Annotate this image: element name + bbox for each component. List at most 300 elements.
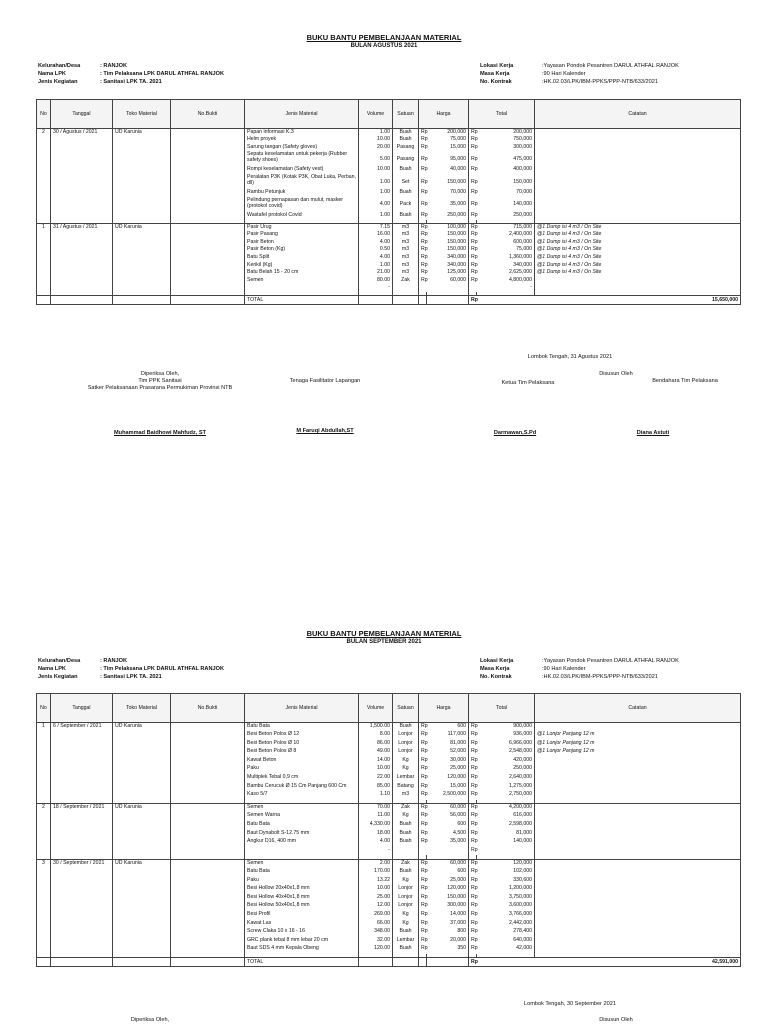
total-currency: Rp <box>469 740 477 749</box>
total-currency: Rp <box>469 262 477 270</box>
material-total: 2,442,000 <box>477 920 535 929</box>
total-blank <box>419 958 427 967</box>
entry-date <box>51 740 113 749</box>
material-volume: 22.00 <box>359 774 393 783</box>
material-unit: Buah <box>393 945 419 954</box>
material-total: - <box>477 284 535 292</box>
material-volume: 80.00 <box>359 277 393 285</box>
material-total: 140,000 <box>477 838 535 847</box>
material-note <box>535 847 741 856</box>
material-volume: 1.00 <box>359 129 393 137</box>
total-currency: Rp <box>469 830 477 839</box>
material-note <box>535 791 741 800</box>
total-currency: Rp <box>469 945 477 954</box>
entry-store <box>113 144 171 152</box>
price-currency: Rp <box>419 731 427 740</box>
entry-receipt <box>171 239 245 247</box>
grand-total: 42,591,000 <box>477 958 741 967</box>
table-row <box>37 812 741 821</box>
total-blank <box>359 958 393 967</box>
table-row <box>37 928 741 937</box>
material-unit: Lonjor <box>393 748 419 757</box>
material-note <box>535 902 741 911</box>
material-name: Batu Bata <box>245 821 359 830</box>
price-currency: Rp <box>419 885 427 894</box>
material-note: @1 Dump isi 4 m3 / On Site <box>535 224 741 232</box>
material-unit: Set <box>393 174 419 189</box>
col-header-jenis: Jenis Material <box>245 694 359 723</box>
material-volume: 1.00 <box>359 189 393 197</box>
col-header-tanggal: Tanggal <box>51 694 113 723</box>
material-price: 15,000 <box>427 144 469 152</box>
material-volume: 21.00 <box>359 269 393 277</box>
entry-store <box>113 902 171 911</box>
total-currency: Rp <box>469 838 477 847</box>
material-unit: Pasang <box>393 144 419 152</box>
entry-date <box>51 821 113 830</box>
entry-store <box>113 765 171 774</box>
price-currency: Rp <box>419 877 427 886</box>
material-total: 2,598,000 <box>477 821 535 830</box>
material-name: Helm proyek <box>245 136 359 144</box>
material-note <box>535 765 741 774</box>
total-currency: Rp <box>469 144 477 152</box>
entry-date <box>51 830 113 839</box>
table-row <box>37 804 741 813</box>
total-currency: Rp <box>469 136 477 144</box>
total-currency <box>469 284 477 292</box>
entry-no <box>37 254 51 262</box>
material-volume: 12.00 <box>359 902 393 911</box>
meta-key: Masa Kerja <box>480 71 510 77</box>
material-unit: Buah <box>393 838 419 847</box>
sheet1-meta-right <box>480 62 679 86</box>
material-price: 600 <box>427 821 469 830</box>
material-price <box>427 284 469 292</box>
entry-receipt <box>171 885 245 894</box>
material-volume: 269.00 <box>359 911 393 920</box>
material-note <box>535 189 741 197</box>
material-note <box>535 723 741 732</box>
entry-store <box>113 262 171 270</box>
price-currency: Rp <box>419 868 427 877</box>
meta-key: Nama LPK <box>38 666 66 672</box>
col-header-satuan: Satuan <box>393 100 419 129</box>
signer-name-3: Darmawan,S.Pd <box>493 430 537 436</box>
meta-row <box>38 673 224 681</box>
sheet1-title: BUKU BANTU PEMBELANJAAN MATERIAL <box>306 33 462 42</box>
total-currency: Rp <box>469 224 477 232</box>
entry-receipt <box>171 937 245 946</box>
entry-store <box>113 239 171 247</box>
material-note: @1 Lonjor Panjang 12 m <box>535 731 741 740</box>
table-row <box>37 723 741 732</box>
entry-store <box>113 868 171 877</box>
material-unit: Lonjor <box>393 894 419 903</box>
material-unit <box>393 847 419 856</box>
material-name: Semen Warna <box>245 812 359 821</box>
entry-date <box>51 189 113 197</box>
entry-no <box>37 284 51 292</box>
meta-key: Masa Kerja <box>480 666 510 672</box>
meta-key: No. Kontrak <box>480 674 512 680</box>
material-note <box>535 838 741 847</box>
material-unit: Kg <box>393 920 419 929</box>
entry-no <box>37 239 51 247</box>
material-name <box>245 847 359 856</box>
entry-date <box>51 877 113 886</box>
material-name: Semen <box>245 859 359 868</box>
material-price: 600 <box>427 868 469 877</box>
material-name: Kaso 5/7 <box>245 791 359 800</box>
total-currency: Rp <box>469 812 477 821</box>
total-blank <box>37 958 51 967</box>
material-price: 75,000 <box>427 136 469 144</box>
total-currency: Rp <box>469 958 477 967</box>
total-blank <box>393 958 419 967</box>
price-currency: Rp <box>419 859 427 868</box>
price-currency: Rp <box>419 262 427 270</box>
material-unit: Buah <box>393 136 419 144</box>
grand-total: 15,650,000 <box>477 296 741 305</box>
entry-store <box>113 277 171 285</box>
total-blank <box>171 296 245 305</box>
entry-store <box>113 911 171 920</box>
col-header-toko: Toko Material <box>113 100 171 129</box>
material-price: 125,000 <box>427 269 469 277</box>
material-total: 600,000 <box>477 239 535 247</box>
table-row <box>37 894 741 903</box>
material-unit: Lembar <box>393 937 419 946</box>
material-volume: 10.00 <box>359 765 393 774</box>
material-name: Angkur D16, 400 mm <box>245 838 359 847</box>
material-note <box>535 928 741 937</box>
price-currency: Rp <box>419 911 427 920</box>
meta-key: Jenis Kegiatan <box>38 674 78 680</box>
material-price: 2,500,000 <box>427 791 469 800</box>
entry-no <box>37 212 51 220</box>
price-currency: Rp <box>419 830 427 839</box>
table-row <box>37 911 741 920</box>
material-note <box>535 812 741 821</box>
material-unit: m3 <box>393 231 419 239</box>
total-currency: Rp <box>469 859 477 868</box>
total-currency: Rp <box>469 212 477 220</box>
material-price: 117,000 <box>427 731 469 740</box>
material-total: 70,000 <box>477 189 535 197</box>
material-volume: 11.00 <box>359 812 393 821</box>
total-currency: Rp <box>469 765 477 774</box>
material-total: 1,200,000 <box>477 885 535 894</box>
material-unit: Lonjor <box>393 885 419 894</box>
sheet1-ledger-table <box>36 99 741 305</box>
material-name: Pelindung pernapasan dan mulut, masker (protokol covid) <box>245 197 359 212</box>
total-currency: Rp <box>469 723 477 732</box>
entry-no <box>37 765 51 774</box>
material-unit: Batang <box>393 783 419 792</box>
material-total: 2,640,000 <box>477 774 535 783</box>
material-volume: 170.00 <box>359 868 393 877</box>
material-name: Paku <box>245 877 359 886</box>
total-currency: Rp <box>469 174 477 189</box>
entry-receipt <box>171 166 245 174</box>
meta-value: : RANJOK <box>100 63 128 69</box>
material-price: 60,000 <box>427 277 469 285</box>
material-volume: 2.00 <box>359 859 393 868</box>
material-total: 140,000 <box>477 197 535 212</box>
material-total: 2,625,000 <box>477 269 535 277</box>
entry-no <box>37 830 51 839</box>
sheet2-ledger-table <box>36 693 741 967</box>
entry-date: 30 / Agustus / 2021 <box>51 129 113 137</box>
price-currency: Rp <box>419 804 427 813</box>
total-currency: Rp <box>469 129 477 137</box>
material-volume: 1.00 <box>359 262 393 270</box>
material-name: Multiplek Tebal 0,9 cm <box>245 774 359 783</box>
col-header-catatan: Catatan <box>535 694 741 723</box>
material-unit: Buah <box>393 166 419 174</box>
table-row <box>37 885 741 894</box>
sheet1-place-date: Lombok Tengah, 31 Agustus 2021 <box>527 354 613 360</box>
total-blank <box>419 296 427 305</box>
material-volume: 0.50 <box>359 246 393 254</box>
header-row <box>37 100 741 129</box>
material-unit: m3 <box>393 269 419 277</box>
col-header-tanggal: Tanggal <box>51 100 113 129</box>
meta-row <box>480 673 679 681</box>
entry-store <box>113 197 171 212</box>
table-row <box>37 174 741 189</box>
entry-date <box>51 791 113 800</box>
table-row <box>37 189 741 197</box>
entry-receipt <box>171 731 245 740</box>
material-total: 3,766,000 <box>477 911 535 920</box>
entry-store <box>113 812 171 821</box>
material-note <box>535 945 741 954</box>
material-total: 150,000 <box>477 174 535 189</box>
entry-store <box>113 877 171 886</box>
material-unit: Buah <box>393 189 419 197</box>
meta-row <box>480 78 679 86</box>
material-total: 3,750,000 <box>477 894 535 903</box>
price-currency: Rp <box>419 928 427 937</box>
material-total: 475,000 <box>477 151 535 166</box>
material-price: 52,000 <box>427 748 469 757</box>
entry-receipt <box>171 830 245 839</box>
price-currency: Rp <box>419 902 427 911</box>
material-name: Pasir Pasang <box>245 231 359 239</box>
entry-no <box>37 937 51 946</box>
material-volume: - <box>359 284 393 292</box>
entry-date <box>51 757 113 766</box>
sheet2-sign-right-head: Disusun Oleh <box>599 1017 633 1023</box>
material-unit <box>393 284 419 292</box>
material-total <box>477 847 535 856</box>
material-note <box>535 151 741 166</box>
price-currency: Rp <box>419 838 427 847</box>
material-total: 278,400 <box>477 928 535 937</box>
total-currency: Rp <box>469 189 477 197</box>
material-total: 750,000 <box>477 136 535 144</box>
material-total: 1,360,000 <box>477 254 535 262</box>
material-note <box>535 197 741 212</box>
meta-key: Nama LPK <box>38 71 66 77</box>
total-currency: Rp <box>469 296 477 305</box>
material-unit: Zak <box>393 277 419 285</box>
material-name: Screw Claka 10 x 16 - 16 <box>245 928 359 937</box>
entry-store <box>113 783 171 792</box>
meta-row <box>38 665 224 673</box>
material-note <box>535 212 741 220</box>
meta-key: Kelurahan/Desa <box>38 63 81 69</box>
material-volume: 66.00 <box>359 920 393 929</box>
entry-receipt <box>171 254 245 262</box>
material-price: 70,000 <box>427 189 469 197</box>
entry-no <box>37 885 51 894</box>
entry-receipt <box>171 144 245 152</box>
material-volume: 7.15 <box>359 224 393 232</box>
sign-left-line: Tim PPK Sanitasi <box>138 378 182 384</box>
total-currency: Rp <box>469 254 477 262</box>
col-header-harga: Harga <box>419 100 469 129</box>
table-row <box>37 212 741 220</box>
price-currency: Rp <box>419 757 427 766</box>
material-unit: Kg <box>393 877 419 886</box>
material-volume: 4.00 <box>359 838 393 847</box>
material-unit: m3 <box>393 262 419 270</box>
total-currency: Rp <box>469 868 477 877</box>
col-header-harga: Harga <box>419 694 469 723</box>
entry-store <box>113 254 171 262</box>
material-unit: Kg <box>393 911 419 920</box>
total-currency: Rp <box>469 821 477 830</box>
entry-receipt <box>171 945 245 954</box>
total-blank <box>393 296 419 305</box>
price-currency: Rp <box>419 920 427 929</box>
signer-name-2: M Faruqi Abdullah,ST <box>296 428 354 434</box>
table-row <box>37 151 741 166</box>
total-currency: Rp <box>469 757 477 766</box>
table-row <box>37 239 741 247</box>
material-total: 75,000 <box>477 246 535 254</box>
meta-value: :Yayasan Pondok Pesantren DARUL ATHFAL RANJOK <box>542 658 679 664</box>
table-row <box>37 774 741 783</box>
material-total: 900,000 <box>477 723 535 732</box>
entry-store <box>113 757 171 766</box>
material-volume: 4,330.00 <box>359 821 393 830</box>
material-price: 350 <box>427 945 469 954</box>
entry-date <box>51 783 113 792</box>
material-note: @1 Dump isi 4 m3 / On Site <box>535 231 741 239</box>
material-note <box>535 911 741 920</box>
material-note <box>535 277 741 285</box>
col-header-jenis: Jenis Material <box>245 100 359 129</box>
material-volume: 85.00 <box>359 783 393 792</box>
table-row <box>37 783 741 792</box>
entry-no <box>37 868 51 877</box>
price-currency <box>419 847 427 856</box>
meta-row <box>38 78 224 86</box>
entry-no <box>37 174 51 189</box>
table-row <box>37 830 741 839</box>
entry-store <box>113 284 171 292</box>
table-row <box>37 902 741 911</box>
entry-receipt <box>171 246 245 254</box>
table-row <box>37 748 741 757</box>
entry-date <box>51 231 113 239</box>
entry-date: 31 / Agustus / 2021 <box>51 224 113 232</box>
entry-date <box>51 945 113 954</box>
entry-receipt <box>171 740 245 749</box>
price-currency: Rp <box>419 239 427 247</box>
table-row <box>37 937 741 946</box>
entry-receipt <box>171 877 245 886</box>
total-currency: Rp <box>469 877 477 886</box>
material-name: Pasir Beton <box>245 239 359 247</box>
material-name: Pasir Beton (Kg) <box>245 246 359 254</box>
material-note <box>535 757 741 766</box>
material-total: 200,000 <box>477 129 535 137</box>
entry-date <box>51 765 113 774</box>
material-note: @1 Dump isi 4 m3 / On Site <box>535 269 741 277</box>
material-total: 1,275,000 <box>477 783 535 792</box>
entry-receipt <box>171 197 245 212</box>
entry-no <box>37 791 51 800</box>
entry-no <box>37 731 51 740</box>
entry-no <box>37 748 51 757</box>
material-unit: Buah <box>393 129 419 137</box>
entry-date <box>51 239 113 247</box>
col-header-no: No <box>37 694 51 723</box>
material-price: 600 <box>427 723 469 732</box>
table-row <box>37 284 741 292</box>
material-unit: Lembar <box>393 774 419 783</box>
sheet2-title: BUKU BANTU PEMBELANJAAN MATERIAL <box>306 629 462 638</box>
entry-date <box>51 885 113 894</box>
material-note <box>535 774 741 783</box>
entry-no: 3 <box>37 859 51 868</box>
meta-value: : RANJOK <box>100 658 128 664</box>
entry-store <box>113 166 171 174</box>
material-volume: 348.00 <box>359 928 393 937</box>
entry-receipt <box>171 791 245 800</box>
material-total: 616,000 <box>477 812 535 821</box>
material-price: 95,000 <box>427 151 469 166</box>
entry-store <box>113 189 171 197</box>
entry-store <box>113 174 171 189</box>
price-currency: Rp <box>419 151 427 166</box>
sheet1-sign-bendahara: Bendahara Tim Pelaksana <box>652 378 718 384</box>
material-unit: Kg <box>393 812 419 821</box>
entry-date: 30 / September / 2021 <box>51 859 113 868</box>
entry-store <box>113 945 171 954</box>
entry-no <box>37 197 51 212</box>
material-price: 200,000 <box>427 129 469 137</box>
price-currency: Rp <box>419 166 427 174</box>
entry-no <box>37 151 51 166</box>
entry-store <box>113 791 171 800</box>
entry-store <box>113 151 171 166</box>
material-note: @1 Dump isi 4 m3 / On Site <box>535 262 741 270</box>
entry-receipt <box>171 911 245 920</box>
meta-row <box>480 665 679 673</box>
material-note <box>535 174 741 189</box>
material-note <box>535 821 741 830</box>
table-row <box>37 757 741 766</box>
material-unit: Zak <box>393 859 419 868</box>
price-currency: Rp <box>419 212 427 220</box>
material-name: Besi Beton Polos Ø 8 <box>245 748 359 757</box>
